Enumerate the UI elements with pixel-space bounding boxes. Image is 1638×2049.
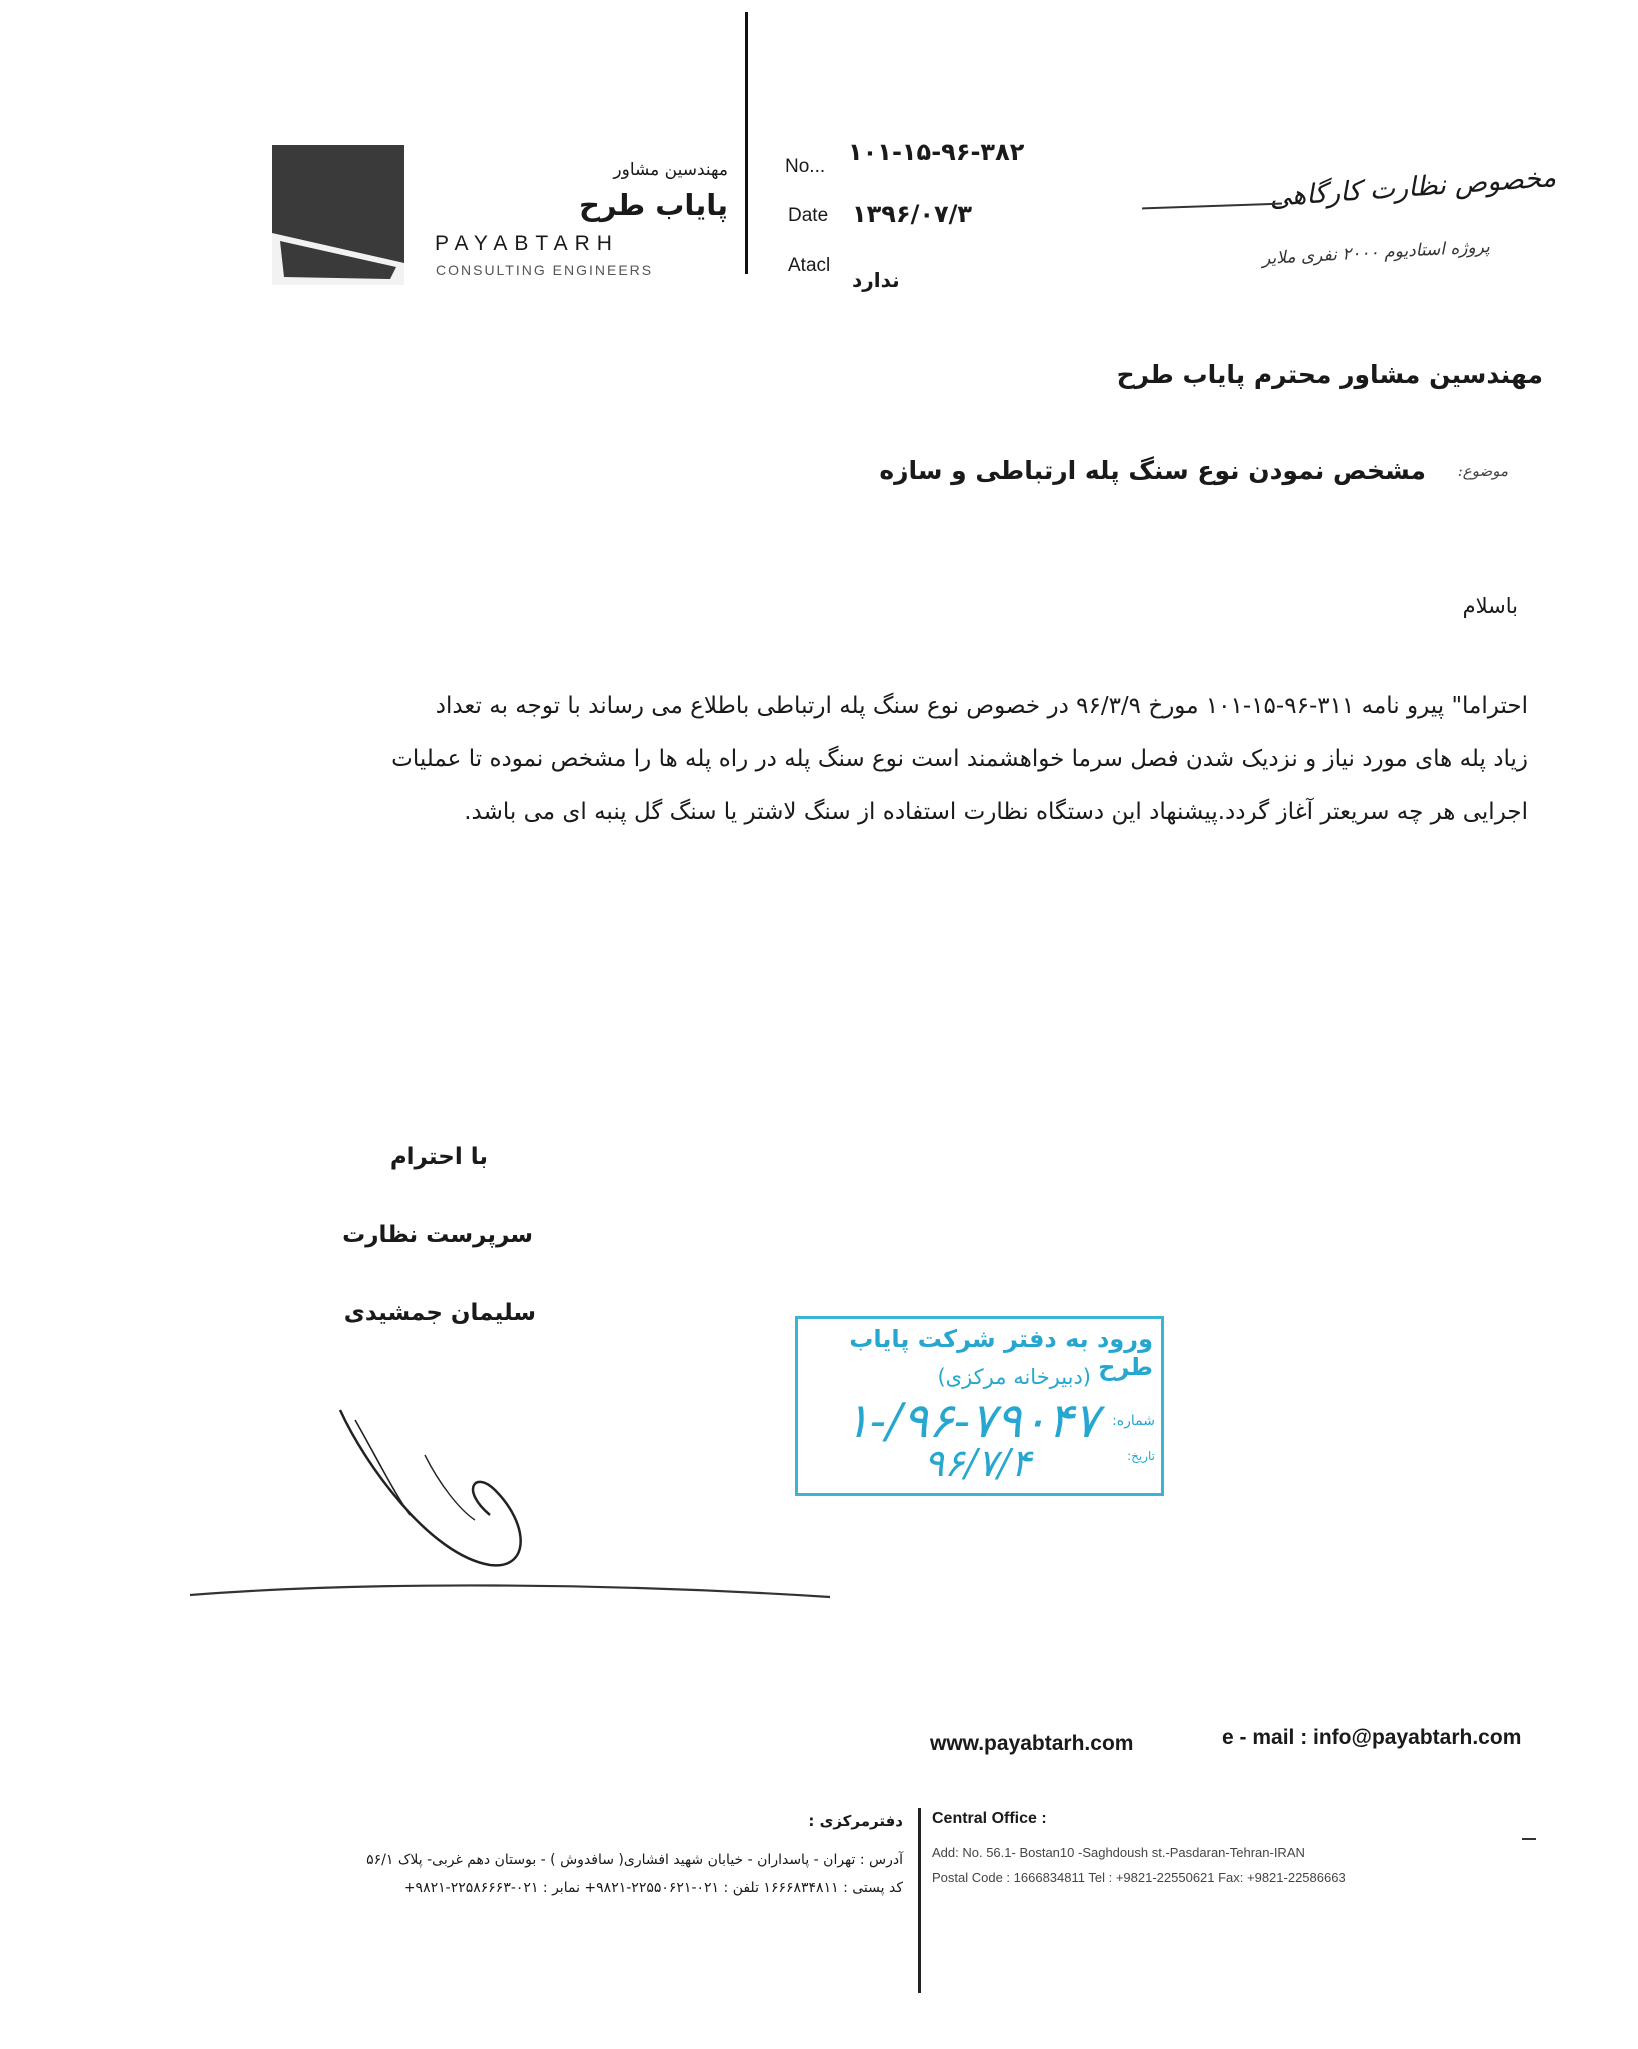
stamp-date: ۹۶/۷/۴ [923,1441,1031,1485]
footer-contact-en: Postal Code : 1666834811 Tel : +9821-22550621 Fax: +9821-22586663 [932,1870,1346,1885]
attachment-value: ندارد [852,268,900,292]
stamp-title: ورود به دفتر شرکت پایاب طرح [849,1325,1153,1381]
stamp-number: ۱-/۹۶-۷۹۰۴۷ [844,1393,1099,1449]
footer-address-fa: آدرس : تهران - پاسداران - خیابان شهید افشاری( سافدوش ) - بوستان دهم غربی- پلاک ۵۶/۱ [366,1852,903,1868]
sender-title: مخصوص نظارت کارگاهی [1267,162,1557,213]
project-name: پروژه استادیوم ۲۰۰۰ نفری ملایر [1261,237,1491,269]
company-subtitle-en: CONSULTING ENGINEERS [436,262,654,278]
sender-underline [1142,203,1282,210]
stamp-date-label: تاریخ: [1127,1449,1155,1463]
date-label: Date [788,205,829,226]
company-name-en: PAYABTARH [435,232,619,255]
footer-contact-fa: کد پستی : ۱۶۶۶۸۳۴۸۱۱ تلفن : ۰۲۱-۲۲۵۵۰۶۲۱-۹۸۲۱+ نمابر : ۰۲۱-۲۲۵۸۶۶۶۳-۹۸۲۱+ [403,1880,903,1896]
greeting: باسلام [1462,594,1518,618]
footer-email: e - mail : info@payabtarh.com [1222,1726,1522,1749]
body-line-2: زیاد پله های مورد نیاز و نزدیک شدن فصل سرما خواهشمند است نوع سنگ پله در راه پله ها را مشخص نموده تا عملیات [391,746,1528,772]
number-label: No... [785,156,826,177]
footer-dash [1522,1838,1536,1840]
stamp-subtitle: (دبیرخانه مرکزی) [937,1365,1091,1389]
footer-office-label-en: Central Office : [932,1810,1047,1827]
addressee: مهندسین مشاور محترم پایاب طرح [1116,360,1543,389]
letter-date: ۱۳۹۶/۰۷/۳ [852,200,973,228]
subject: مشخص نمودن نوع سنگ پله ارتباطی و سازه [879,456,1426,485]
signer-title: سرپرست نظارت [342,1222,533,1248]
signer-name: سلیمان جمشیدی [343,1300,536,1326]
received-stamp [795,1316,1164,1496]
stamp-number-label: شماره: [1112,1413,1155,1429]
letter-number: ۱۰۱-۱۵-۹۶-۳۸۲ [848,138,1025,166]
company-logo [272,145,404,285]
header-divider [745,12,748,274]
signature-mark [190,1395,850,1610]
footer-office-label-fa: دفترمرکزی : [808,1812,903,1830]
company-name-fa: پایاب طرح [578,188,728,222]
logo-mark-icon [272,145,404,285]
body-line-3: اجرایی هر چه سریعتر آغاز گردد.پیشنهاد این دستگاه نظارت استفاده از سنگ لاشتر یا سنگ گل پنبه ای می باشد. [464,799,1528,825]
attachment-label: Atacl [788,255,831,276]
closing: با احترام [389,1144,488,1170]
company-name-fa-small: مهندسین مشاور [613,160,728,180]
footer-divider [918,1808,921,1993]
footer-website: www.payabtarh.com [930,1732,1134,1755]
body-line-1: احتراما" پیرو نامه ۳۱۱-۹۶-۱۵-۱۰۱ مورخ ۹۶/۳/۹ در خصوص نوع سنگ پله ارتباطی باطلاع می رساند با توجه به تعداد [435,693,1528,719]
subject-label: موضوع: [1457,462,1508,480]
footer-address-en: Add: No. 56.1- Bostan10 -Saghdoush st.-Pasdaran-Tehran-IRAN [932,1845,1305,1860]
